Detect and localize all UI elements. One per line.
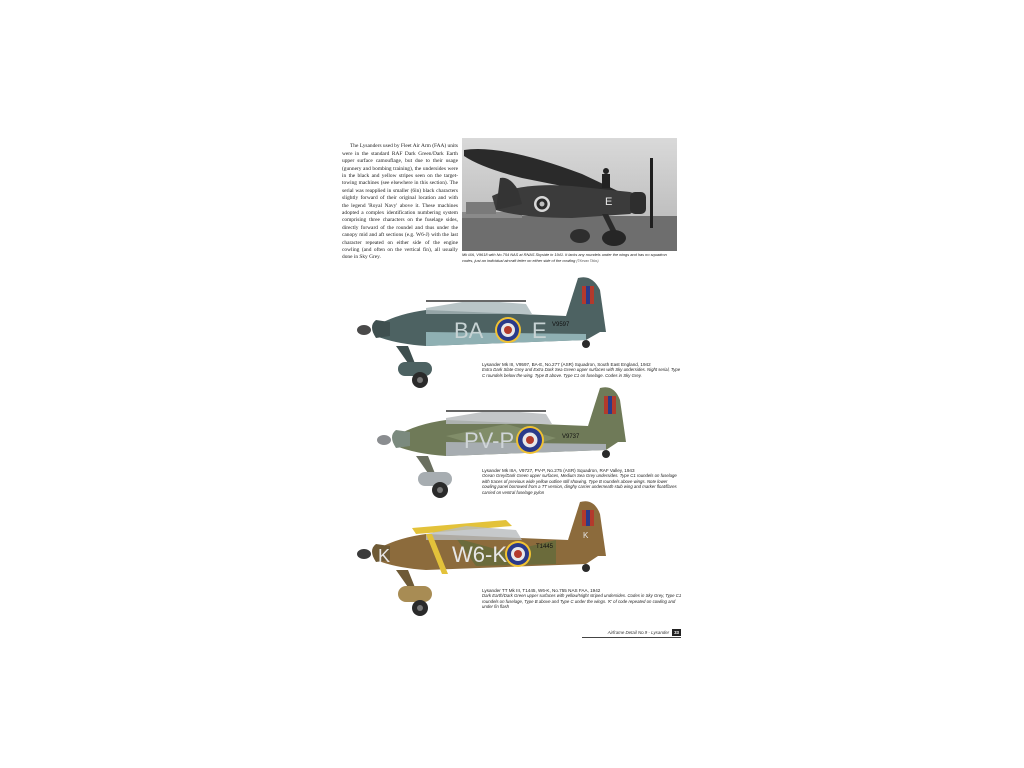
profile-3-cowl-letter: K (378, 546, 391, 566)
profile-2-caption (482, 468, 682, 495)
profile-3-caption (482, 588, 682, 610)
photo-aircraft-code: E (605, 196, 613, 208)
profile-3-serial: T1445 (536, 544, 554, 550)
footer-rule (582, 637, 681, 638)
profile-2-codes: PV-P (464, 428, 515, 453)
photo-caption (462, 252, 677, 265)
profile-1-codes: BA (454, 318, 484, 343)
profile-2-description: Ocean Grey/Dark Green upper surfaces, Medium Sea Grey undersides. Type C1 roundels on fuselage with traces of previous wide yellow outline still showing. Type B roundels above wings. Note lower cowling panel borrowed from a TT version, dinghy carrier underneath stub wing and marker float/flares carried on ventral fuselage pylon (482, 473, 677, 495)
profile-3-codes: W6-K (452, 542, 507, 567)
historic-photo (462, 138, 677, 251)
profile-1-letter: E (532, 318, 547, 343)
photo-credit: (©Kevan Tibbs) (576, 258, 599, 263)
profile-2-title: Lysander Mk IIIA, V9727, PV-P, No.275 (ASR) Squadron, RAF Valley, 1943 (482, 468, 635, 473)
profile-3-description: Dark Earth/Dark Green upper surfaces with yellow/Night striped undersides. Codes in Sky Grey, Type C1 roundels on fuselage, Type B above and Type C under the wings. 'K' of code repeated on cowling and under fin flash (482, 593, 682, 610)
book-page (342, 128, 682, 648)
profile-3-title: Lysander TT Mk III, T1445, W6-K, No.755 NAS FAA, 1942 (482, 588, 601, 593)
profile-1-title: Lysander Mk III, V9597, BA-E, No.277 (ASR) Squadron, South East England, 1942 (482, 362, 651, 367)
footer-text: Airframe Detail No.9 - Lysander (607, 630, 670, 635)
profile-1-serial: V9597 (552, 322, 570, 328)
photo-caption-text: Mk IIIA, V9618 with No.754 NAS at RNAS Skyside in 1941. It lacks any roundels under the wings and has no squadron codes, just an individual aircraft letter on either side of the cowling (462, 252, 667, 263)
profile-3-fin-letter: K (583, 531, 589, 540)
page-footer (597, 629, 681, 637)
profile-1-caption (482, 362, 682, 378)
intro-text: The Lysanders used by Fleet Air Arm (FAA) units were in the standard RAF Dark Green/Dark Earth upper surface camouflage, but due to their usage (gunnery and bombing training), the undersides were in the black and yellow stripes seen on the target-towing machines (see elsewhere in this section). The serial was reapplied in smaller (6in) black characters slightly forward of their original location and with the legend 'Royal Navy' above it. These machines adopted a complex identification numbering system comprising three characters on the fuselage sides, directly forward of the roundel and thus under the canopy mid and aft sections (e.g. W6-J) with the last character repeated on either side of the engine cowling (and often on the vertical fin), all usually done in Sky Grey. (342, 143, 458, 261)
page-number: 33 (674, 630, 679, 635)
profile-1-description: Extra Dark Slate Grey and Extra Dark Sea Green upper surfaces with Sky undersides. Night serial, Type C roundels below the wing. Type B above. Type C1 on fuselage. Codes in Sky Grey. (482, 367, 681, 378)
profile-2-serial: V9737 (562, 434, 580, 440)
